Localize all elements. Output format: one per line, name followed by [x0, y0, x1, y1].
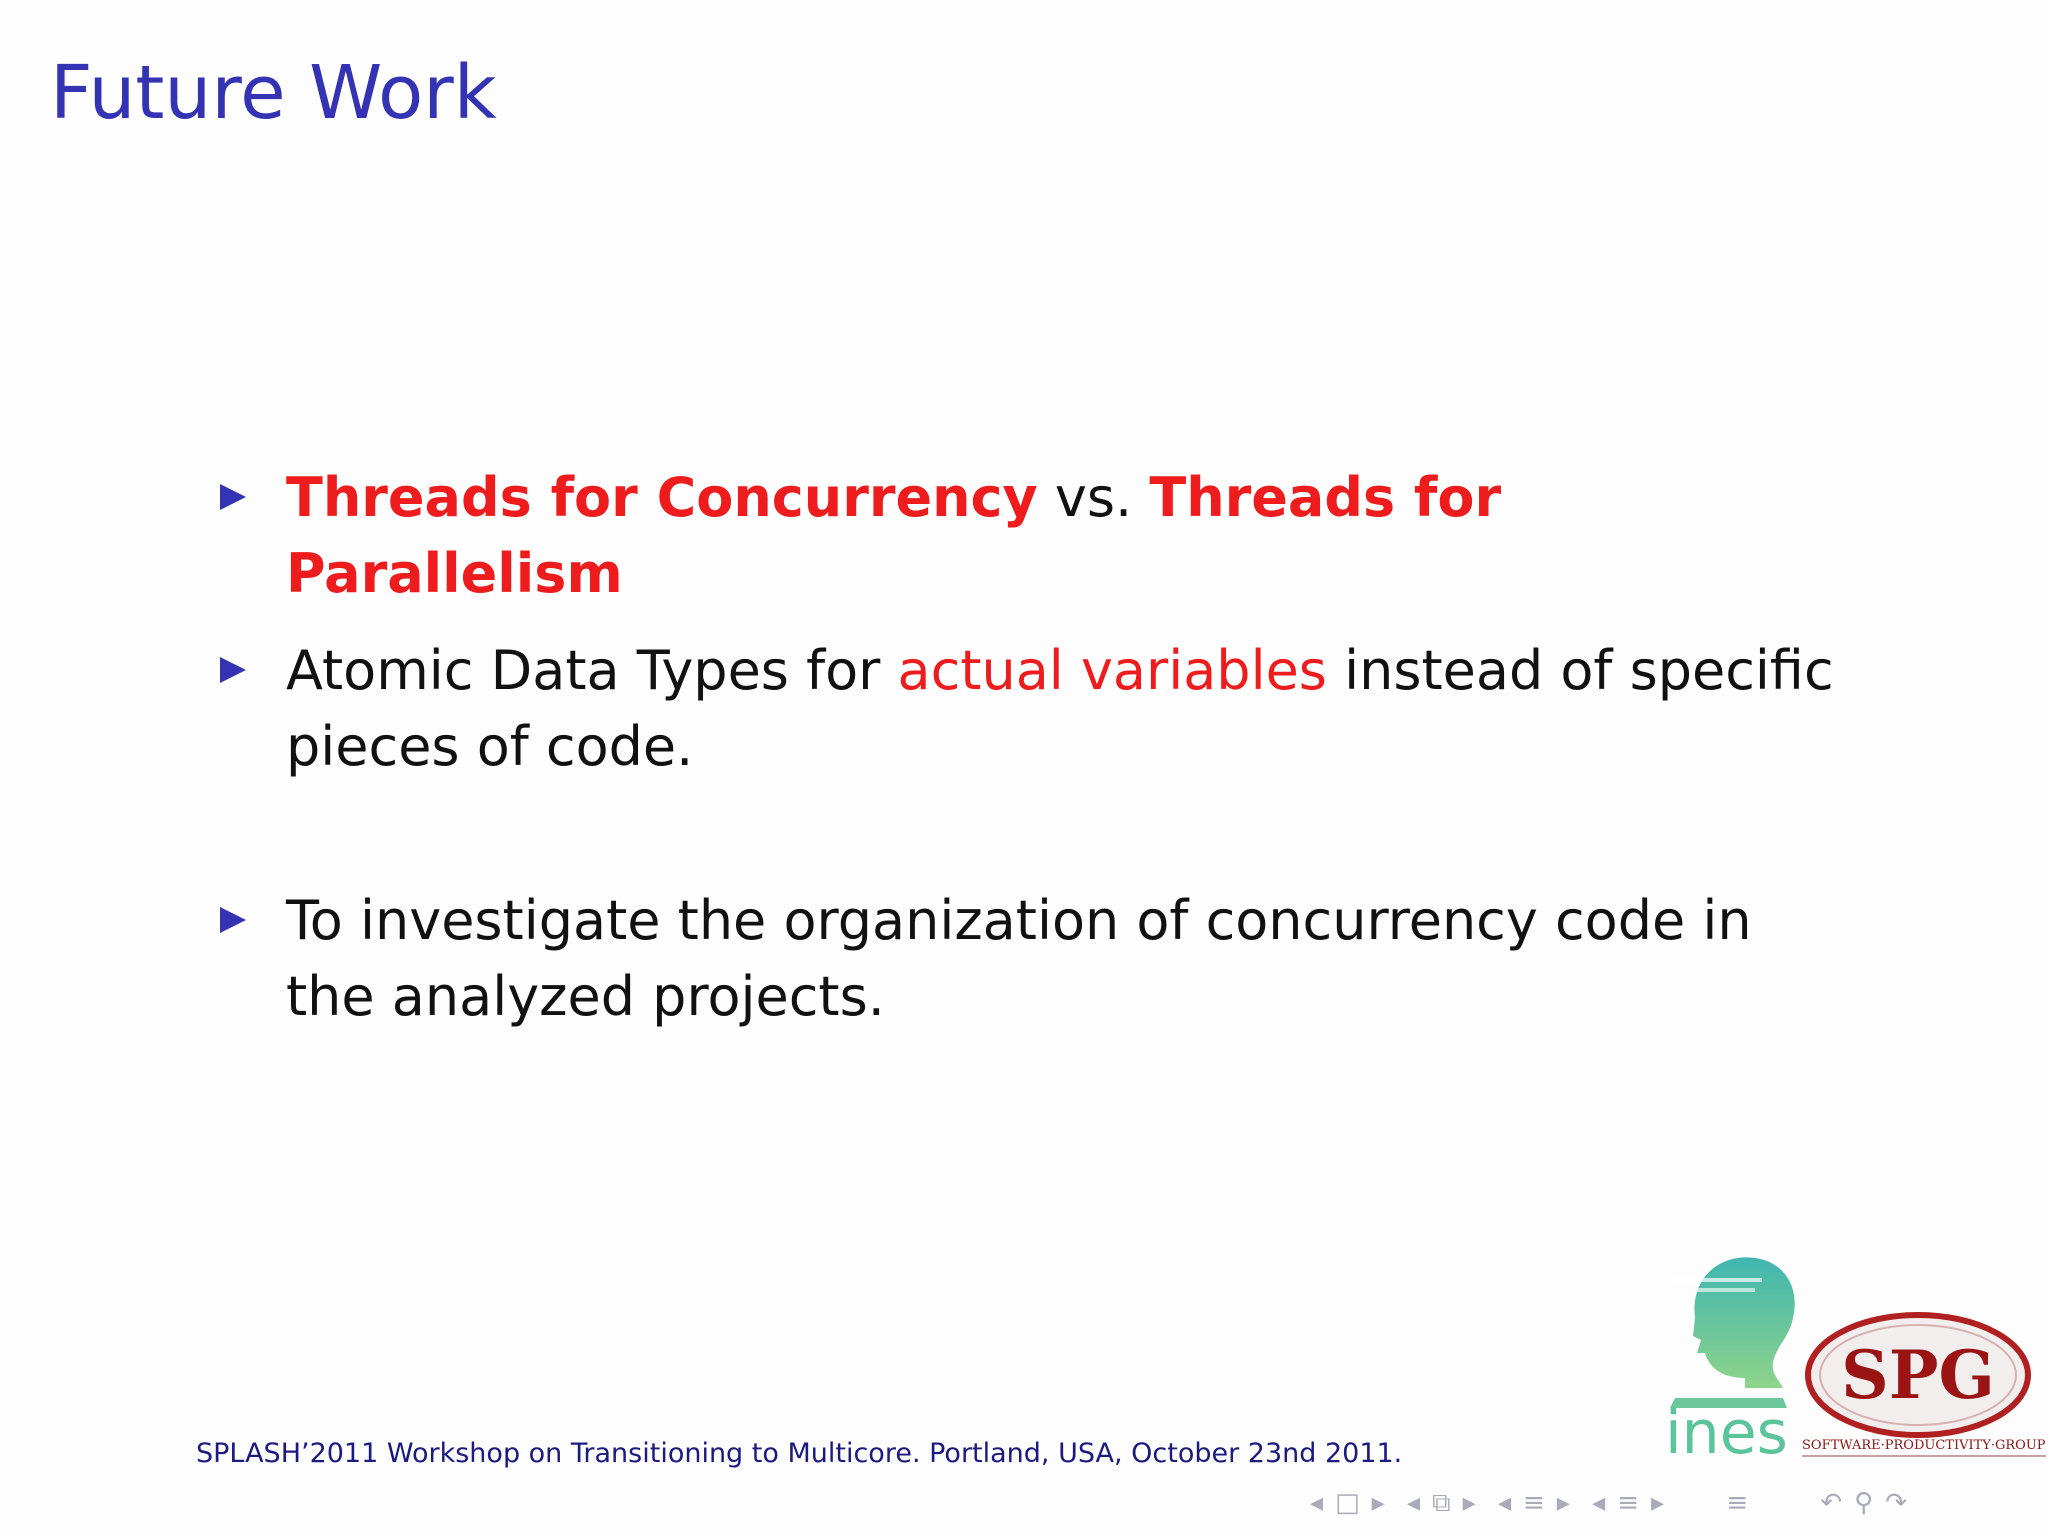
bullet-item: [220, 460, 1846, 612]
nav-next-icon[interactable]: ▸: [1371, 1488, 1387, 1518]
triangle-bullet-icon: [220, 633, 286, 683]
slide-title: Future Work: [50, 50, 497, 136]
triangle-bullet-icon: [220, 883, 286, 933]
nav-section-prev-icon[interactable]: ◂: [1406, 1488, 1423, 1518]
nav-subsection-prev-icon[interactable]: ◂: [1497, 1488, 1513, 1518]
nav-subsection-next-icon[interactable]: ▸: [1650, 1488, 1667, 1518]
bullet-text-plain: Atomic Data Types for: [286, 639, 898, 702]
nav-subsection-next-icon[interactable]: ▸: [1556, 1488, 1572, 1518]
bullet-text: [286, 883, 1846, 1035]
bullet-text-highlight: Threads for Parallelism: [286, 466, 1502, 605]
nav-align-icon[interactable]: ≡: [1726, 1488, 1751, 1518]
nav-frame-icon[interactable]: □: [1335, 1488, 1362, 1518]
nav-subsection-prev-icon[interactable]: ◂: [1592, 1488, 1608, 1518]
bullet-item: [220, 883, 1846, 1035]
bullet-text-plain: vs.: [1037, 466, 1150, 529]
bullet-text-highlight: actual variables: [897, 639, 1327, 702]
bullet-item: [220, 633, 1846, 785]
bullet-text: [286, 633, 1846, 785]
bullet-text-plain: To investigate the organization of concurrency code in the analyzed projects.: [286, 889, 1752, 1028]
bullet-text: [286, 460, 1846, 612]
beamer-navigation: [1310, 1488, 1919, 1519]
bullet-text-plain: instead of specific pieces of code.: [286, 639, 1834, 778]
slide-footer: SPLASH’2011 Workshop on Transitioning to Multicore. Portland, USA, October 23nd 2011.: [196, 1438, 1403, 1469]
ines-logo: [1655, 1248, 1805, 1463]
nav-search-icon[interactable]: ⚲: [1854, 1488, 1876, 1518]
bullet-text-highlight: Threads for Concurrency: [286, 466, 1038, 529]
nav-prev-icon[interactable]: ◂: [1310, 1488, 1326, 1518]
svg-text:ines: ines: [1665, 1398, 1788, 1463]
nav-subsection-icon[interactable]: ≡: [1617, 1488, 1641, 1518]
nav-subsection-icon[interactable]: ≡: [1523, 1488, 1547, 1518]
nav-section-next-icon[interactable]: ▸: [1462, 1488, 1478, 1518]
spg-caption: SOFTWARE·PRODUCTIVITY·GROUP: [1802, 1438, 2046, 1457]
triangle-bullet-icon: [220, 460, 286, 510]
nav-back-icon[interactable]: ↶: [1820, 1488, 1845, 1518]
svg-text:SPG: SPG: [1841, 1336, 1995, 1414]
nav-forward-icon[interactable]: ↷: [1885, 1488, 1910, 1518]
nav-section-icon[interactable]: ⧉: [1432, 1488, 1453, 1518]
